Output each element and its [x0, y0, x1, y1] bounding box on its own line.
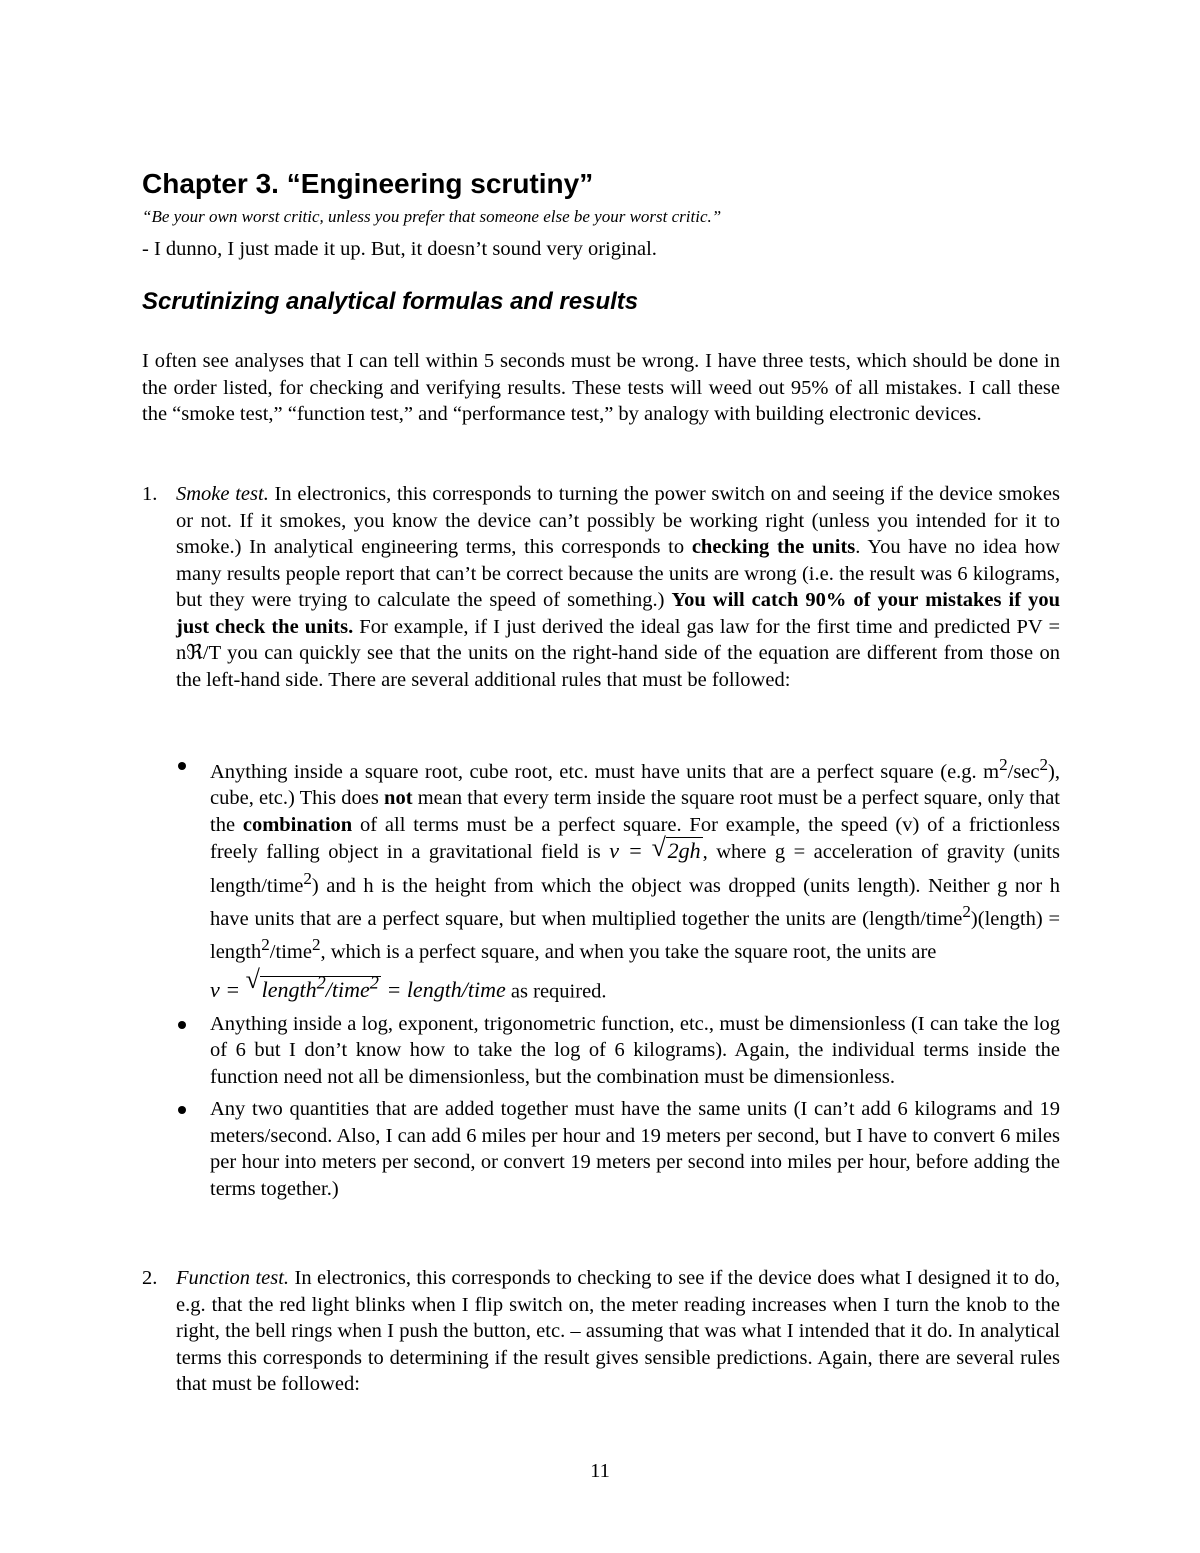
equation-free-fall	[609, 833, 702, 864]
bullet-text: as required.	[505, 980, 607, 1003]
sqrt-icon: √ 2gh	[651, 833, 701, 864]
item-body	[176, 481, 1060, 693]
bullet-icon	[178, 1021, 186, 1029]
item-text: In electronics, this corresponds to turning the power switch on and seeing if the device smokes or not. If it smokes, you know the device can’t possibly be working right (unless you intended for it to smoke.) In analytical engineering terms, this corresponds to	[176, 483, 1060, 558]
epigraph-quote: “Be your own worst critic, unless you prefer that someone else be your worst critic.”	[142, 207, 722, 226]
equation-lhs: v =	[210, 977, 246, 1003]
superscript: 2	[311, 935, 321, 955]
item-label: Smoke test.	[176, 483, 269, 505]
bullet-same-units-rule	[172, 1096, 1060, 1202]
superscript: 2	[962, 902, 971, 922]
superscript: 2	[261, 935, 270, 955]
item-bold: You will catch 90% of your mistakes if you just check the units.	[176, 589, 1060, 638]
chapter-title: Chapter 3. “Engineering scrutiny”	[142, 168, 594, 199]
radicand: /time	[325, 977, 370, 1003]
superscript: 2	[303, 868, 312, 888]
bullet-text: Anything inside a square root, cube root, etc. must have units that are a perfect square (e.g. m	[210, 760, 1000, 783]
bullet-dimensionless-rule	[172, 1011, 1060, 1091]
bullet-text: )(length) = length	[210, 907, 1061, 964]
item-bold: checking the units	[691, 536, 856, 558]
bullet-icon	[178, 1106, 186, 1114]
bullet-square-root-rule	[172, 752, 1060, 1005]
equation-lhs: v =	[609, 838, 652, 864]
section-title: Scrutinizing analytical formulas and results	[142, 288, 639, 315]
superscript: 2	[369, 972, 379, 993]
bullet-text: /time	[269, 941, 312, 964]
bullet-text: ) and h is the height from which the object was dropped (units length). Neither g nor h have units that are a perfect square, but when multiplied together the units are (length/time	[210, 874, 1060, 930]
superscript: 2	[1039, 755, 1049, 774]
bullet-text: of all terms must be a perfect square. For example, the speed (v) of a frictionless freely falling object in a gravitational field is	[210, 813, 1060, 864]
item-text: . You have no idea how many results people report that can’t be correct because the units are wrong (i.e. the result was 6 kilograms, but they were trying to calculate the speed of something.)	[176, 536, 1060, 611]
item-text: For example, if I just derived the ideal gas law for the first time and predicted PV = nℜ/T you can quickly see that the units on the right-hand side of the equation are different from those on the left-hand side. There are several additional rules that must be followed:	[176, 615, 1061, 691]
bullet-text: , where g = acceleration of gravity (units length/time	[210, 841, 1060, 897]
item-label: Function test.	[176, 1267, 290, 1289]
units-rules-list	[172, 752, 1060, 1208]
list-item-smoke-test	[142, 481, 1060, 693]
item-text: In electronics, this corresponds to checking to see if the device does what I designed it to do, e.g. that the red light blinks when I flip switch on, the meter reading increases when I turn the knob to the right, the bell rings when I push the button, etc. – assuming that was what I intended that it do. In analytical terms this corresponds to determining if the result gives sensible predictions. Again, there are several rules that must be followed:	[176, 1267, 1060, 1395]
bullet-bold: combination	[242, 813, 353, 836]
superscript: 2	[999, 755, 1008, 774]
superscript: 2	[316, 972, 326, 993]
item-number: 1.	[142, 483, 158, 505]
bullet-icon	[178, 762, 186, 770]
bullet-text: mean that every term inside the square root must be a perfect square, only that the	[210, 787, 1060, 836]
epigraph-attribution: - I dunno, I just made it up. But, it doesn’t sound very original.	[142, 238, 657, 260]
radicand: 2gh	[667, 838, 701, 864]
item-number: 2.	[142, 1267, 158, 1289]
item-body	[176, 1265, 1060, 1398]
page-number: 11	[590, 1460, 610, 1482]
equation-units-line	[210, 964, 1060, 1005]
bullet-text: , which is a perfect square, and when you take the square root, the units are	[320, 941, 937, 964]
intro-paragraph: I often see analyses that I can tell within 5 seconds must be wrong. I have three tests, which should be done in the order listed, for checking and verifying results. These tests will weed out 95% of all mistakes. I call these the “smoke test,” “function test,” and “performance test,” by analogy with building electronic devices.	[142, 350, 1060, 425]
bullet-text: Any two quantities that are added together must have the same units (I can’t add 6 kilograms and 19 meters/second. Also, I can add 6 miles per hour and 19 meters per second, but I have to convert 6 miles per hour into meters per second, or convert 19 meters per second into miles per hour, before adding the terms together.)	[210, 1098, 1060, 1200]
radicand: length	[261, 977, 317, 1003]
bullet-text: Anything inside a log, exponent, trigonometric function, etc., must be dimensionless (I can take the log of 6 but I don’t know how to take the log of 6 kilograms). Again, the individual terms inside the function need not all be dimensionless, but the combination must be dimensionless.	[210, 1012, 1060, 1088]
list-item-function-test	[142, 1265, 1060, 1398]
equation-rhs: = length/time	[380, 977, 506, 1003]
sqrt-icon: √ length$^2$/time$^2$	[245, 964, 379, 1003]
bullet-bold: not	[384, 787, 413, 810]
bullet-text: ), cube, etc.) This does	[210, 760, 1060, 810]
bullet-text: /sec	[1007, 760, 1040, 783]
